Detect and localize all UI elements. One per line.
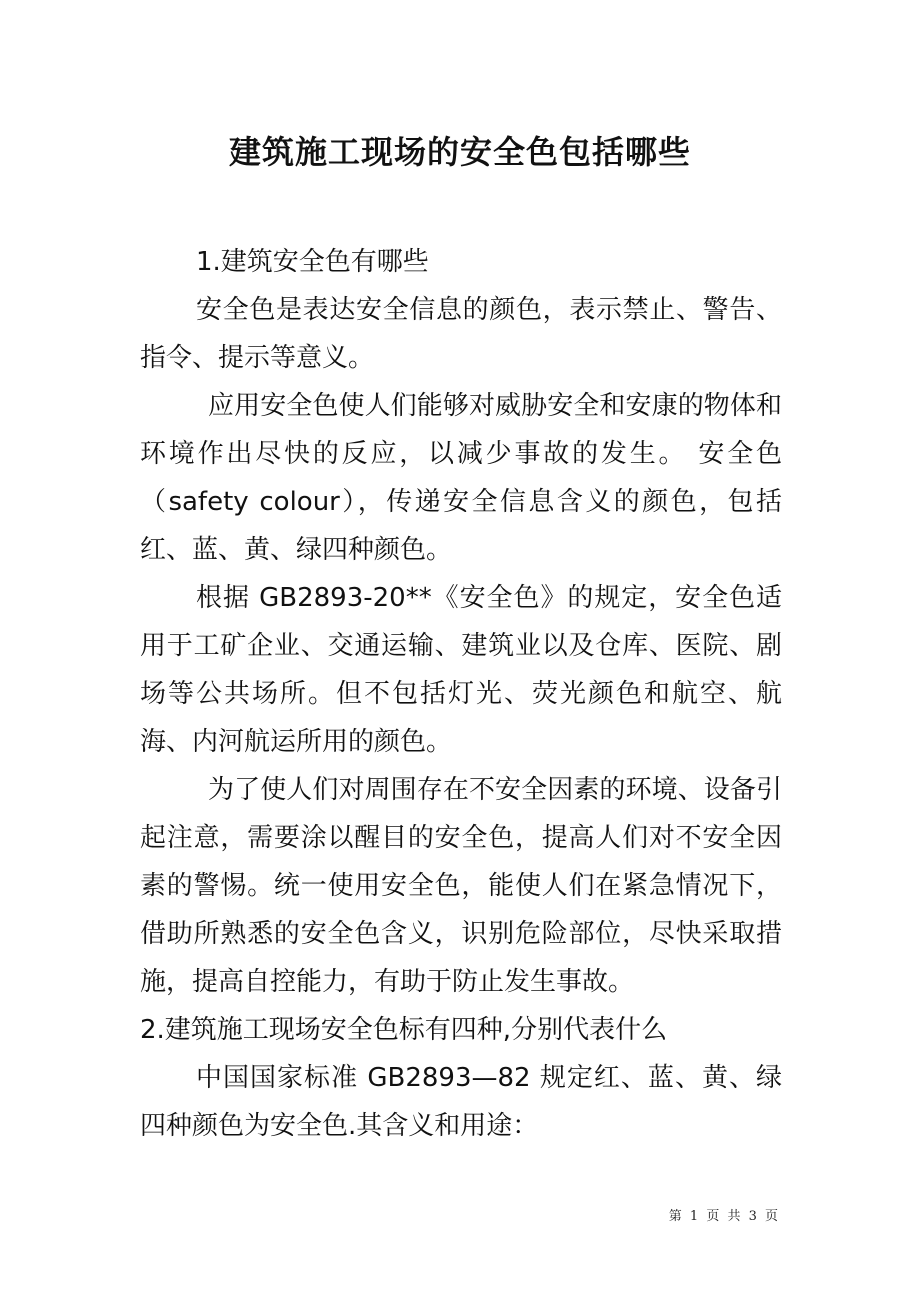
paragraph: 安全色是表达安全信息的颜色，表示禁止、警告、指令、提示等意义。 <box>140 295 782 373</box>
document-title: 建筑施工现场的安全色包括哪些 <box>228 133 691 171</box>
paragraph: 为了使人们对周围存在不安全因素的环境、设备引起注意，需要涂以醒目的安全色，提高人们对不安全因素的警惕。统一使用安全色，能使人们在紧急情况下，借助所熟悉的安全色含义，识别危险部位，尽快采取措施，提高自控能力，有助于防止发生事故。 <box>140 775 782 997</box>
paragraph: 中国国家标准 GB2893—82 规定红、蓝、黄、绿四种颜色为安全色.其含义和用途： <box>140 1063 782 1141</box>
document-body <box>140 238 782 1150</box>
page-number-footer: 第 1 页 共 3 页 <box>668 1209 780 1224</box>
paragraph: 根据 GB2893-20**《安全色》的规定，安全色适用于工矿企业、交通运输、建筑业以及仓库、医院、剧场等公共场所。但不包括灯光、荧光颜色和航空、航海、内河航运所用的颜色。 <box>140 583 782 757</box>
section-heading-1: 1.建筑安全色有哪些 <box>196 247 429 277</box>
section-heading-2: 2.建筑施工现场安全色标有四种,分别代表什么 <box>140 1015 668 1045</box>
paragraph: 应用安全色使人们能够对威胁安全和安康的物体和环境作出尽快的反应，以减少事故的发生。 安全色（safety colour），传递安全信息含义的颜色，包括红、蓝、黄、绿四种颜色。 <box>140 391 782 565</box>
